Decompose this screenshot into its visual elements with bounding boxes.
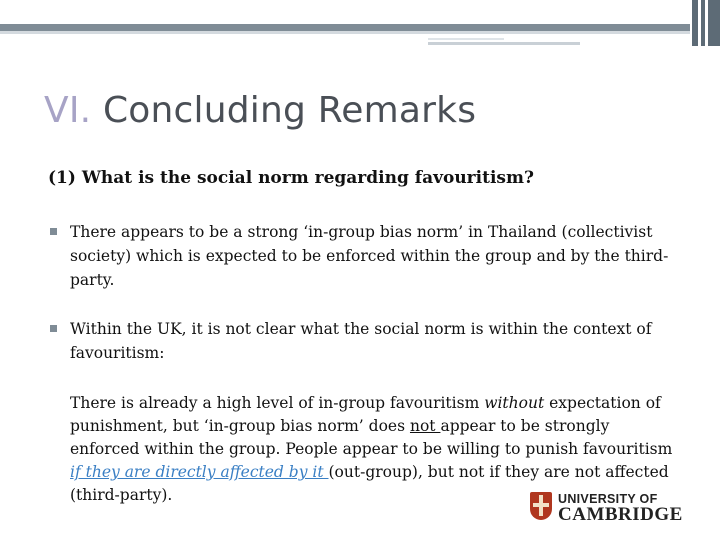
header-bar <box>0 24 690 31</box>
bullet-text: Within the UK, it is not clear what the social norm is within the context of favouritism: <box>70 320 652 362</box>
para-link[interactable]: if they are directly affected by it <box>70 463 329 481</box>
bullet-item <box>50 220 670 292</box>
header-accent-line <box>428 38 504 40</box>
bullet-text: There appears to be a strong ‘in-group bias norm’ in Thailand (collectivist society) which is expected to be enforced within the group and by the third-party. <box>70 223 669 289</box>
cambridge-shield-icon <box>530 492 552 520</box>
body-paragraph <box>70 392 680 507</box>
para-underlined: not <box>409 417 441 435</box>
bullet-item <box>50 317 670 365</box>
para-text: (out-group), but not if they are not affected (third-party). <box>70 463 669 504</box>
header-corner-block <box>692 0 720 46</box>
title-number: VI. <box>44 90 92 131</box>
header-bar-shadow <box>0 31 690 34</box>
logo-line-1: UNIVERSITY OF <box>558 492 658 506</box>
logo-line-2: CAMBRIDGE <box>558 504 683 525</box>
bullet-square-icon <box>50 325 57 332</box>
para-text: There is already a high level of in-group favouritism <box>70 394 485 412</box>
para-text: appear to be strongly enforced within the group. People appear to be willing to punish favouritism <box>70 417 673 458</box>
para-italic: without <box>484 394 545 412</box>
slide-title <box>44 90 476 131</box>
university-logo <box>530 492 683 526</box>
header-accent-line <box>428 42 580 45</box>
question-heading: (1) What is the social norm regarding favouritism? <box>48 168 534 188</box>
title-text: Concluding Remarks <box>102 90 477 131</box>
para-text: expectation of punishment, but ‘in-group bias norm’ does <box>70 394 661 435</box>
bullet-square-icon <box>50 228 57 235</box>
corner-stripe <box>705 0 708 46</box>
corner-stripe <box>698 0 701 46</box>
